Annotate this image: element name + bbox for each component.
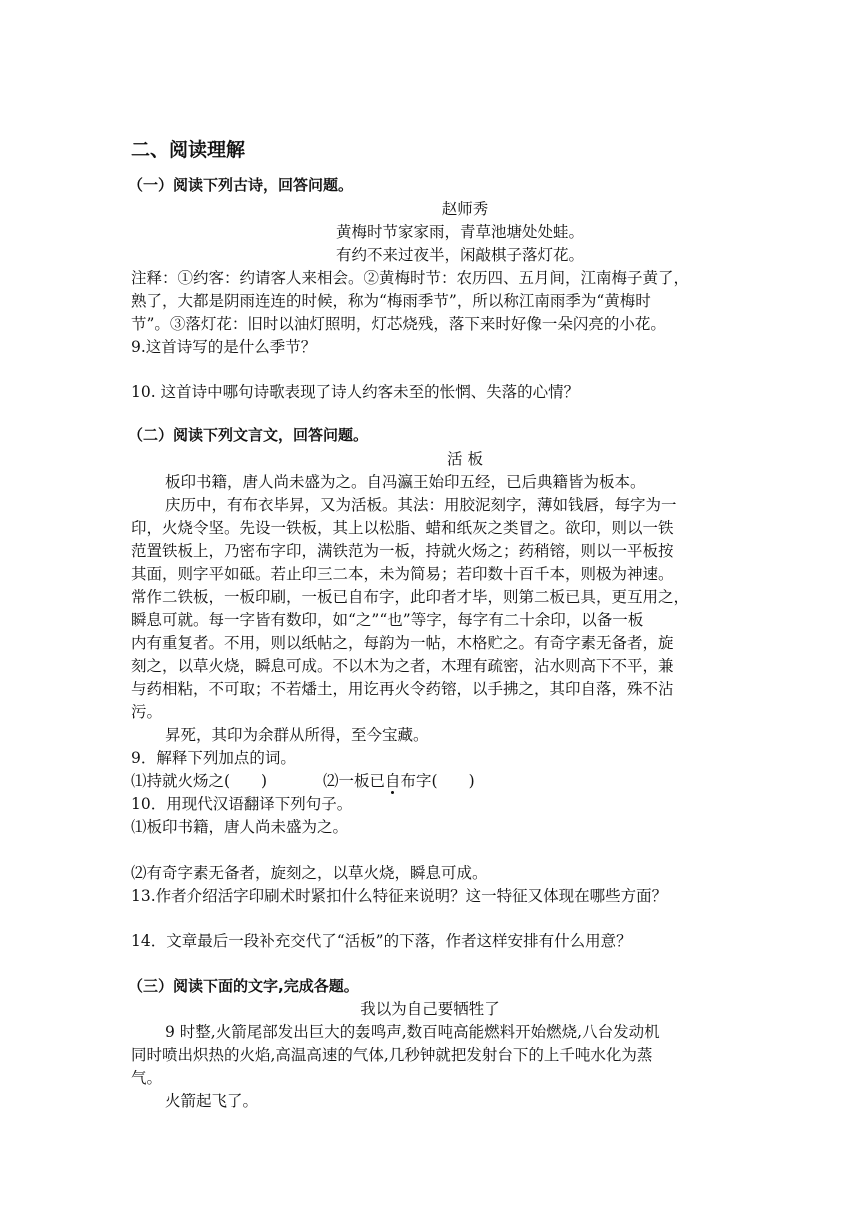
question-10-item-2: ⑵有奇字素无备者，旋刻之，以草火烧，瞬息可成。: [131, 864, 488, 882]
question-9-item-2-post: 布字( ): [400, 772, 475, 790]
dotted-character: 自: [385, 772, 401, 790]
question-10-classical: 10．用现代汉语翻译下列句子。: [131, 795, 353, 813]
paragraph-2-line-5: 常作二铁板，一板印刷，一板已自布字，此印者才毕，则第二板已具，更互用之，: [131, 588, 690, 606]
paragraph-1: 板印书籍，唐人尚未盛为之。自冯瀛王始印五经，已后典籍皆为板本。: [165, 473, 646, 491]
notes-line-2: 熟了，大都是阴雨连连的时候，称为“梅雨季节”，所以称江南雨季为“黄梅时: [131, 292, 651, 310]
question-9-classical: 9．解释下列加点的词。: [131, 749, 296, 767]
question-14: 14．文章最后一段补充交代了“活板”的下落，作者这样安排有什么用意？: [131, 932, 632, 950]
part3-paragraph-1-line-2: 同时喷出炽热的火焰,高温高速的气体,几秒钟就把发射台下的上千吨水化为蒸: [131, 1046, 653, 1064]
paragraph-2-line-4: 其面，则字平如砥。若止印三二本，未为简易；若印数十百千本，则极为神速。: [131, 565, 674, 583]
poem-author: 赵师秀: [441, 200, 489, 218]
part2-title: （二）阅读下列文言文，回答问题。: [128, 426, 369, 444]
poem-line-1: 黄梅时节家家雨，青草池塘处处蛙。: [335, 223, 584, 241]
question-9-poem: 9.这首诗写的是什么季节？: [131, 338, 317, 356]
notes-line-1: 注释：①约客：约请客人来相会。②黄梅时节：农历四、五月间，江南梅子黄了，: [131, 269, 690, 287]
paragraph-2-line-7: 内有重复者。不用，则以纸帖之，每韵为一帖，木格贮之。有奇字素无备者，旋: [131, 634, 674, 652]
question-9-item-2-pre: ⑵一板已: [323, 772, 386, 790]
question-9-item-1: ⑴持就火炀之( ): [131, 772, 268, 790]
paragraph-2-line-3: 范置铁板上，乃密布字印，满铁范为一板，持就火炀之；药稍镕，则以一平板按: [131, 542, 674, 560]
part3-paragraph-1-line-3: 气。: [131, 1069, 163, 1087]
paragraph-2-line-6: 瞬息可就。每一字皆有数印，如“之”“也”等字，每字有二十余印，以备一板: [131, 611, 644, 629]
paragraph-2-line-1: 庆历中，有布衣毕昇，又为活板。其法：用胶泥刻字，薄如钱唇，每字为一: [165, 496, 677, 514]
paragraph-2-line-8: 刻之，以草火烧，瞬息可成。不以木为之者，木理有疏密，沾水则高下不平，兼: [131, 657, 674, 675]
part3-paragraph-2: 火箭起飞了。: [165, 1092, 259, 1110]
question-10-poem: 10. 这首诗中哪句诗歌表现了诗人约客未至的怅惘、失落的心情？: [131, 383, 580, 401]
paragraph-3: 昇死，其印为余群从所得，至今宝藏。: [165, 726, 429, 744]
question-13: 13.作者介绍活字印刷术时紧扣什么特征来说明？这一特征又体现在哪些方面？: [131, 887, 668, 905]
paragraph-2-line-2: 印，火烧令坚。先设一铁板，其上以松脂、蜡和纸灰之类冒之。欲印，则以一铁: [131, 519, 674, 537]
article-title-huoban: 活 板: [447, 450, 483, 468]
part1-title: （一）阅读下列古诗，回答问题。: [128, 176, 354, 194]
article-title-sacrifice: 我以为自己要牺牲了: [360, 1000, 500, 1018]
paragraph-2-line-9: 与药相粘，不可取；不若燔土，用讫再火令药镕，以手拂之，其印自落，殊不沾: [131, 680, 674, 698]
section-heading: 二、阅读理解: [131, 139, 246, 161]
poem-line-2: 有约不来过夜半，闲敲棋子落灯花。: [335, 246, 584, 264]
question-10-item-1: ⑴板印书籍，唐人尚未盛为之。: [131, 818, 349, 836]
question-9-item-2: [323, 770, 860, 793]
paragraph-2-line-10: 污。: [131, 703, 163, 721]
part3-paragraph-1-line-1: 9 时整,火箭尾部发出巨大的轰鸣声,数百吨高能燃料开始燃烧,八台发动机: [165, 1023, 660, 1041]
part3-title: （三）阅读下面的文字,完成各题。: [128, 977, 359, 995]
notes-line-3: 节”。③落灯花：旧时以油灯照明，灯芯烧残，落下来时好像一朵闪亮的小花。: [131, 315, 666, 333]
